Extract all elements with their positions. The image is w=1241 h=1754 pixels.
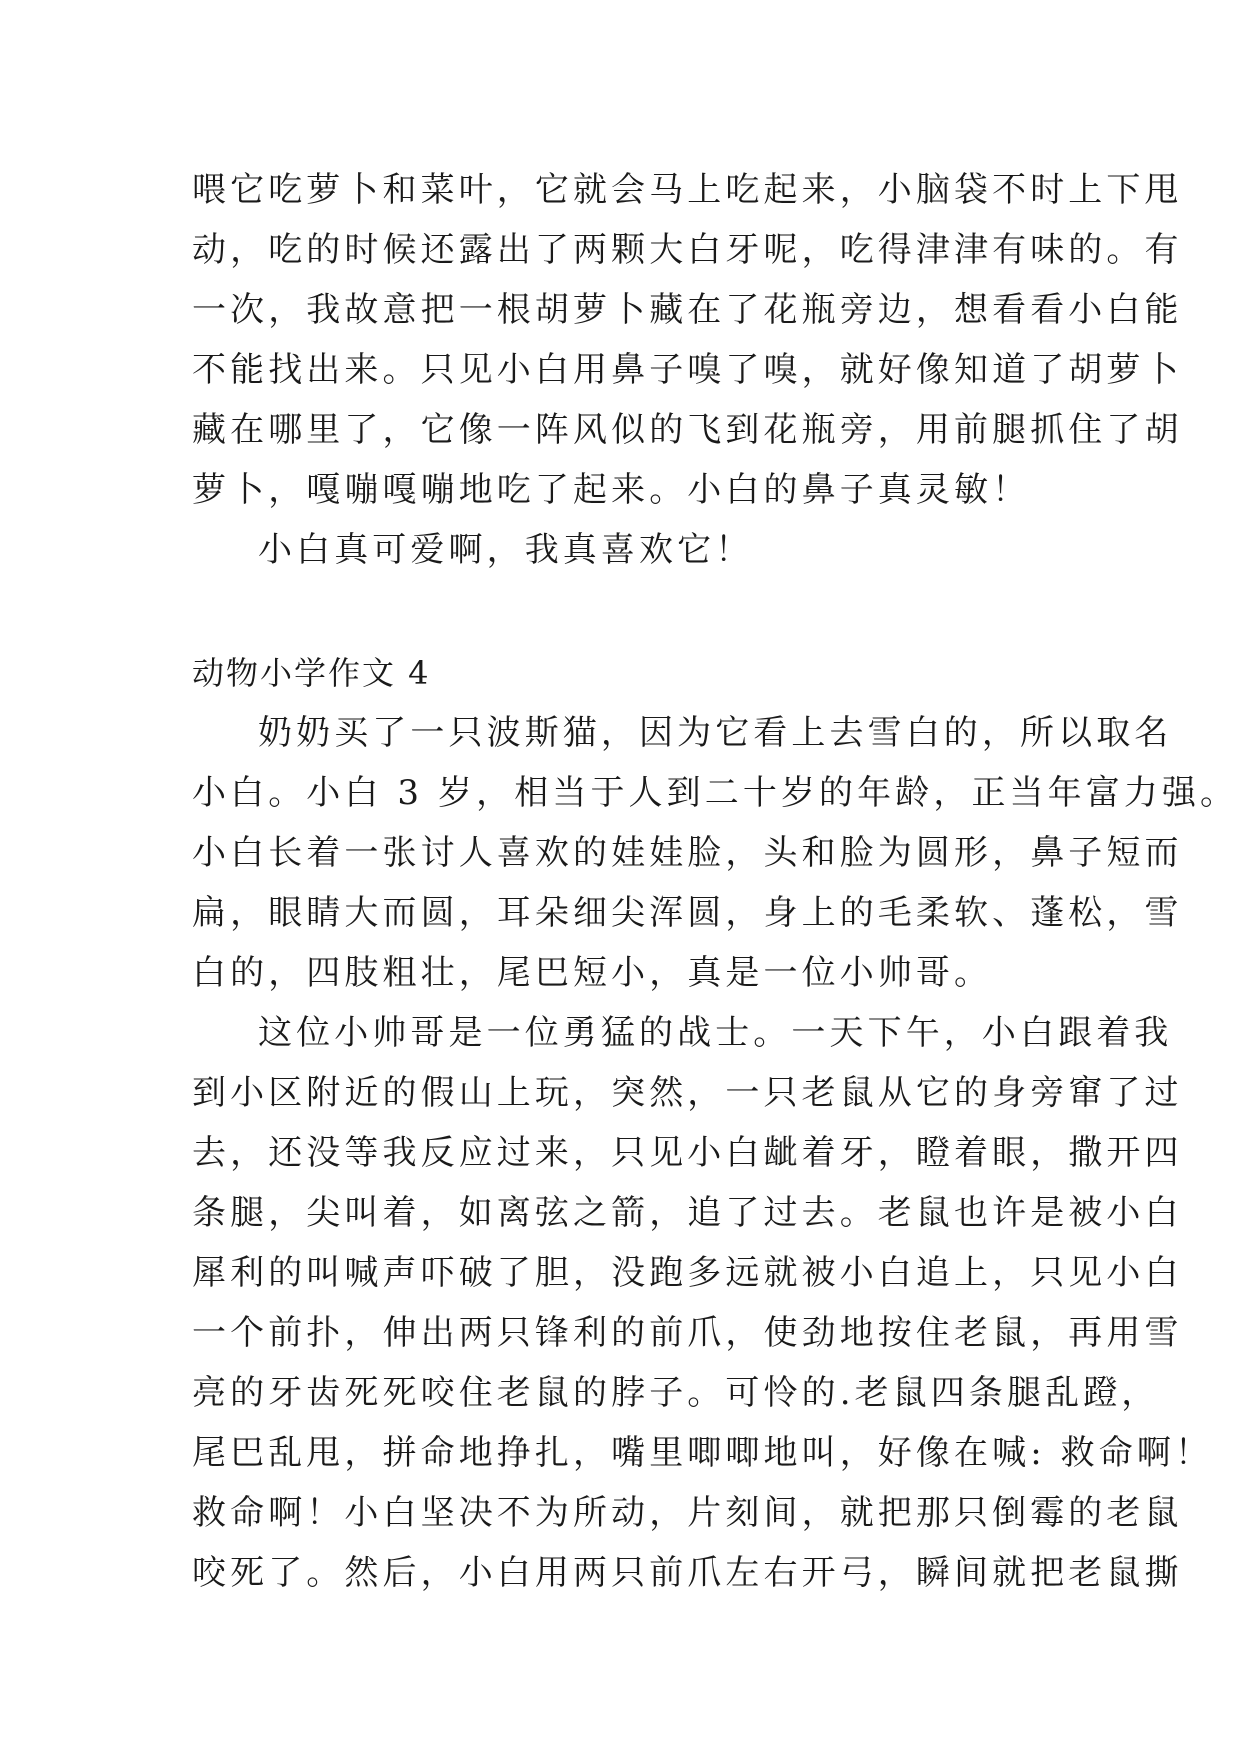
text-line: 亮的牙齿死死咬住老鼠的脖子。可怜的.老鼠四条腿乱蹬， [192,1373,1160,1413]
section-spacer [192,580,1072,643]
section-title: 动物小学作文 4 [192,654,431,692]
text-line: 一个前扑，伸出两只锋利的前爪，使劲地按住老鼠，再用雪 [192,1313,1183,1353]
closing-line: 小白真可爱啊，我真喜欢它！ [258,530,754,570]
text-line: 动，吃的时候还露出了两颗大白牙呢，吃得津津有味的。有 [192,230,1183,270]
text-line: 小白。小白 3 岁，相当于人到二十岁的年龄，正当年富力强。 [192,773,1239,813]
text-line: 尾巴乱甩，拼命地挣扎，嘴里唧唧地叫，好像在喊: 救命啊！ [192,1433,1214,1473]
text-line: 到小区附近的假山上玩，突然，一只老鼠从它的身旁窜了过 [192,1073,1183,1113]
text-line: 白的，四肢粗壮，尾巴短小，真是一位小帅哥。 [192,953,993,993]
text-line: 条腿，尖叫着，如离弦之箭，追了过去。老鼠也许是被小白 [192,1193,1183,1233]
text-line: 不能找出来。只见小白用鼻子嗅了嗅，就好像知道了胡萝卜 [192,350,1183,390]
text-line: 萝卜，嘎嘣嘎嘣地吃了起来。小白的鼻子真灵敏！ [192,470,1031,510]
text-line: 扁，眼睛大而圆，耳朵细尖浑圆，身上的毛柔软、蓬松，雪 [192,893,1183,933]
text-line: 咬死了。然后，小白用两只前爪左右开弓，瞬间就把老鼠撕 [192,1553,1183,1593]
paragraph-first-line: 奶奶买了一只波斯猫，因为它看上去雪白的，所以取名 [258,713,1173,753]
text-line: 救命啊！小白坚决不为所动，片刻间，就把那只倒霉的老鼠 [192,1493,1183,1533]
text-line: 犀利的叫喊声吓破了胆，没跑多远就被小白追上，只见小白 [192,1253,1183,1293]
text-line: 去，还没等我反应过来，只见小白龇着牙，瞪着眼，撒开四 [192,1133,1183,1173]
text-line: 藏在哪里了，它像一阵风似的飞到花瓶旁，用前腿抓住了胡 [192,410,1183,450]
text-line: 喂它吃萝卜和菜叶，它就会马上吃起来，小脑袋不时上下甩 [192,170,1183,210]
text-line: 小白长着一张讨人喜欢的娃娃脸，头和脸为圆形，鼻子短而 [192,833,1183,873]
text-line: 一次，我故意把一根胡萝卜藏在了花瓶旁边，想看看小白能 [192,290,1183,330]
document-body [192,160,1239,1603]
paragraph-first-line: 这位小帅哥是一位勇猛的战士。一天下午，小白跟着我 [258,1013,1173,1053]
